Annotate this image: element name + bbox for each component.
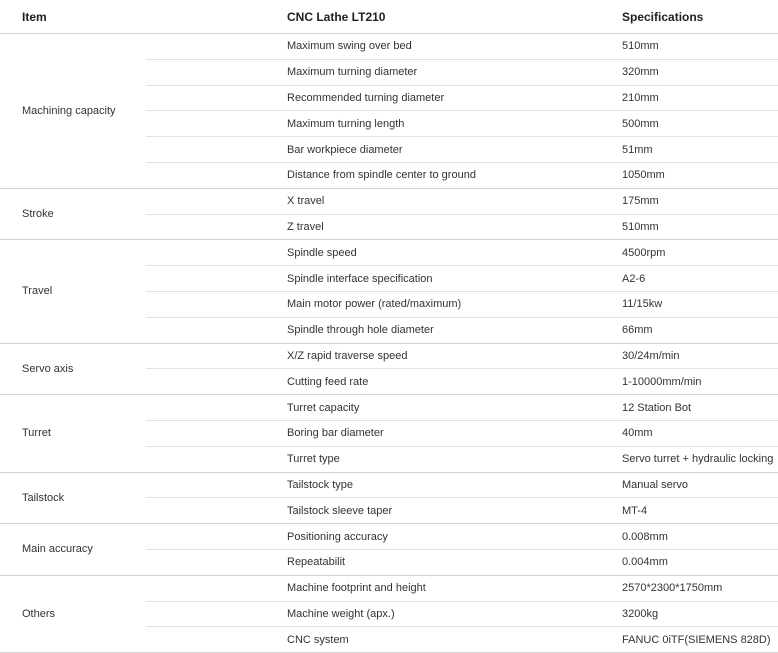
row-indent (146, 420, 286, 446)
spec-value: FANUC 0iTF(SIEMENS 828D) (622, 627, 778, 653)
spec-parameter: Z travel (286, 214, 622, 240)
spec-value: 40mm (622, 420, 778, 446)
group-label: Tailstock (0, 472, 146, 524)
row-indent (146, 34, 286, 60)
spec-parameter: Machine weight (apx.) (286, 601, 622, 627)
spec-value: Manual servo (622, 472, 778, 498)
spec-value: 51mm (622, 137, 778, 163)
spec-value: 4500rpm (622, 240, 778, 266)
row-indent (146, 395, 286, 421)
group-label: Servo axis (0, 343, 146, 395)
row-indent (146, 343, 286, 369)
spec-value: 11/15kw (622, 291, 778, 317)
group-label: Machining capacity (0, 34, 146, 189)
group-label: Main accuracy (0, 524, 146, 576)
row-indent (146, 111, 286, 137)
spec-parameter: Cutting feed rate (286, 369, 622, 395)
spec-value: 1050mm (622, 162, 778, 188)
spec-value: 66mm (622, 317, 778, 343)
spec-parameter: Boring bar diameter (286, 420, 622, 446)
spec-parameter: Main motor power (rated/maximum) (286, 291, 622, 317)
spec-parameter: Tailstock sleeve taper (286, 498, 622, 524)
header-item: Item (0, 0, 286, 34)
spec-value: 1-10000mm/min (622, 369, 778, 395)
table-row (0, 34, 778, 60)
spec-parameter: X/Z rapid traverse speed (286, 343, 622, 369)
row-indent (146, 472, 286, 498)
spec-parameter: Maximum swing over bed (286, 34, 622, 60)
spec-parameter: CNC system (286, 627, 622, 653)
header-model: CNC Lathe LT210 (286, 0, 622, 34)
row-indent (146, 575, 286, 601)
spec-value: 0.008mm (622, 524, 778, 550)
table-row (0, 343, 778, 369)
table-row (0, 524, 778, 550)
group-label: Stroke (0, 188, 146, 240)
row-indent (146, 627, 286, 653)
row-indent (146, 498, 286, 524)
row-indent (146, 85, 286, 111)
spec-value: 500mm (622, 111, 778, 137)
row-indent (146, 601, 286, 627)
spec-parameter: X travel (286, 188, 622, 214)
group-label: Travel (0, 240, 146, 343)
row-indent (146, 137, 286, 163)
spec-parameter: Repeatabilit (286, 549, 622, 575)
spec-parameter: Machine footprint and height (286, 575, 622, 601)
spec-parameter: Turret capacity (286, 395, 622, 421)
spec-value: 30/24m/min (622, 343, 778, 369)
row-indent (146, 369, 286, 395)
spec-value: 0.004mm (622, 549, 778, 575)
spec-parameter: Bar workpiece diameter (286, 137, 622, 163)
spec-parameter: Spindle speed (286, 240, 622, 266)
header-specifications: Specifications (622, 0, 778, 34)
spec-value: 510mm (622, 214, 778, 240)
spec-value: 3200kg (622, 601, 778, 627)
spec-parameter: Distance from spindle center to ground (286, 162, 622, 188)
spec-value: 2570*2300*1750mm (622, 575, 778, 601)
spec-value: 12 Station Bot (622, 395, 778, 421)
row-indent (146, 524, 286, 550)
table-row (0, 472, 778, 498)
spec-parameter: Turret type (286, 446, 622, 472)
row-indent (146, 317, 286, 343)
row-indent (146, 266, 286, 292)
table-row (0, 188, 778, 214)
spec-parameter: Maximum turning diameter (286, 59, 622, 85)
spec-parameter: Spindle through hole diameter (286, 317, 622, 343)
row-indent (146, 549, 286, 575)
spec-parameter: Spindle interface specification (286, 266, 622, 292)
table-row (0, 575, 778, 601)
spec-value: A2-6 (622, 266, 778, 292)
spec-value: Servo turret + hydraulic locking (622, 446, 778, 472)
spec-parameter: Maximum turning length (286, 111, 622, 137)
header-row (0, 0, 778, 34)
row-indent (146, 291, 286, 317)
spec-value: 320mm (622, 59, 778, 85)
spec-parameter: Recommended turning diameter (286, 85, 622, 111)
spec-body (0, 34, 778, 653)
spec-parameter: Tailstock type (286, 472, 622, 498)
row-indent (146, 188, 286, 214)
row-indent (146, 214, 286, 240)
spec-parameter: Positioning accuracy (286, 524, 622, 550)
spec-value: 210mm (622, 85, 778, 111)
row-indent (146, 59, 286, 85)
table-row (0, 240, 778, 266)
group-label: Others (0, 575, 146, 652)
row-indent (146, 240, 286, 266)
table-row (0, 395, 778, 421)
row-indent (146, 446, 286, 472)
spec-value: MT-4 (622, 498, 778, 524)
spec-value: 175mm (622, 188, 778, 214)
row-indent (146, 162, 286, 188)
spec-value: 510mm (622, 34, 778, 60)
group-label: Turret (0, 395, 146, 472)
